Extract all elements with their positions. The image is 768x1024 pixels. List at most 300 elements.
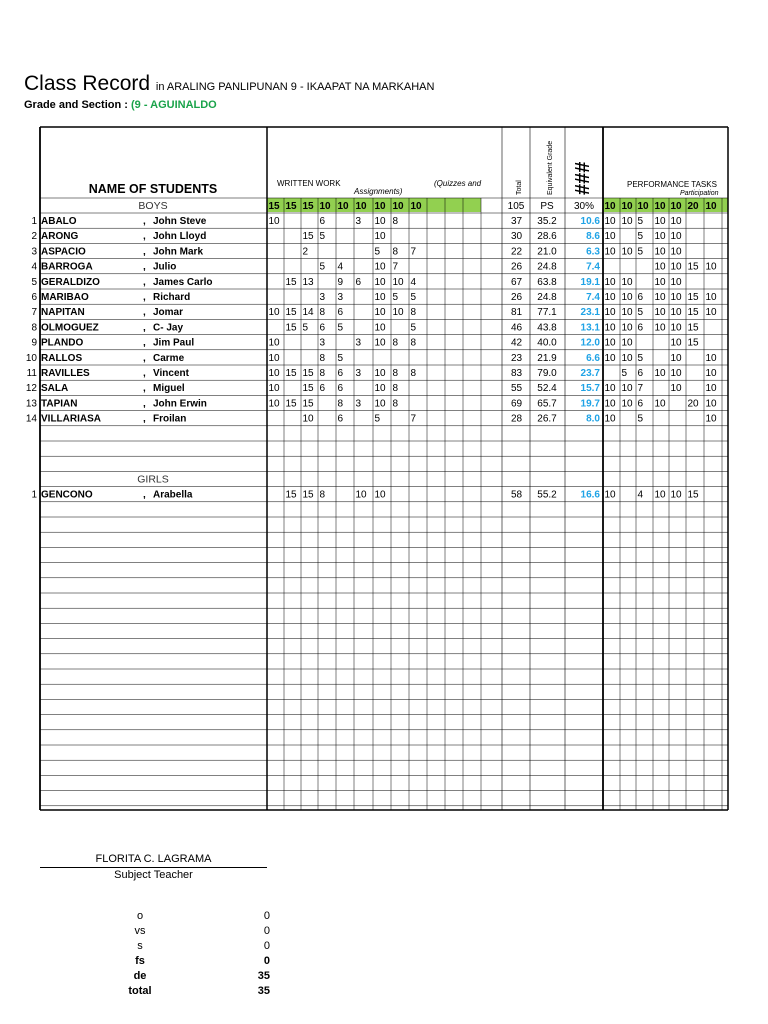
name-comma: , [143, 489, 146, 501]
pt-score: 5 [637, 246, 644, 258]
pt-score: 10 [705, 413, 717, 425]
hps-pt-value: 10 [621, 201, 633, 212]
ww-score: 13 [302, 276, 314, 288]
ww-score: 10 [268, 307, 280, 319]
pt-score: 10 [654, 292, 666, 303]
ww-score: 8 [410, 307, 417, 319]
name-comma: , [143, 368, 146, 379]
ww-score: 10 [374, 398, 386, 410]
summary-row [100, 955, 270, 970]
ww-score: 9 [337, 276, 344, 288]
student-number: 7 [31, 307, 37, 319]
pt-score: 10 [604, 489, 616, 501]
student-number: 2 [31, 231, 37, 243]
hps-pt-value: 10 [670, 201, 682, 212]
pt-score: 10 [604, 246, 616, 258]
student-number: 12 [25, 383, 37, 395]
student-first-name: John Steve [153, 216, 207, 227]
ww-score: 10 [374, 368, 386, 379]
ww-score: 5 [410, 292, 417, 303]
pt-score: 10 [604, 352, 616, 364]
student-last-name: ABALO [41, 216, 77, 227]
student-first-name: John Mark [153, 246, 204, 258]
ww-score: 6 [337, 383, 344, 395]
ww-score: 8 [410, 337, 417, 349]
ww-score: 8 [319, 489, 326, 501]
ws-score: 23.1 [580, 307, 600, 319]
student-last-name: NAPITAN [41, 307, 85, 319]
summary-label: de [133, 970, 147, 982]
name-comma: , [143, 398, 146, 410]
student-number: 4 [31, 261, 37, 273]
pt-score: 10 [604, 398, 616, 410]
student-number: 9 [31, 337, 37, 349]
pt-score: 10 [654, 261, 666, 273]
total-score: 55 [511, 383, 523, 395]
boys-label: BOYS [138, 200, 168, 212]
ww-score: 5 [392, 292, 399, 303]
ww-score: 10 [374, 231, 386, 243]
student-last-name: MARIBAO [41, 292, 89, 303]
student-number: 8 [31, 322, 37, 334]
ws-score: 8.0 [586, 413, 600, 425]
ps-score: 21.0 [537, 246, 557, 258]
ww-score: 10 [268, 337, 280, 349]
pt-score: 10 [621, 398, 633, 410]
ww-score: 7 [392, 261, 399, 273]
pt-score: 10 [670, 489, 682, 501]
ww-score: 15 [302, 368, 314, 379]
pt-score: 5 [637, 307, 644, 319]
pt-score: 10 [621, 322, 633, 334]
pt-score: 10 [621, 276, 633, 288]
summary-row [100, 985, 270, 1000]
student-first-name: James Carlo [153, 276, 213, 288]
summary-row [100, 970, 270, 985]
summary-label: fs [135, 955, 145, 967]
student-last-name: ASPACIO [41, 246, 86, 258]
pt-score: 10 [705, 352, 717, 364]
title-subject: in ARALING PANLIPUNAN 9 - IKAAPAT NA MARKAHAN [155, 81, 435, 93]
summary-row [100, 910, 270, 925]
teacher-name: FLORITA C. LAGRAMA [95, 853, 212, 865]
ww-score: 6 [337, 307, 344, 319]
name-comma: , [143, 231, 146, 243]
hps-ww-value: 10 [392, 201, 404, 212]
hps-pt-value: 10 [604, 201, 616, 212]
ww-score: 2 [302, 246, 309, 258]
ww-score: 15 [302, 383, 314, 395]
hps-ww-value: 15 [268, 201, 280, 212]
quizzes-header: (Quizzes and [434, 179, 482, 188]
ps-score: 55.2 [537, 489, 557, 501]
summary-row [100, 925, 270, 940]
name-comma: , [143, 246, 146, 258]
summary-list [100, 910, 270, 1000]
ww-score: 3 [319, 337, 326, 349]
pt-score: 10 [670, 352, 682, 364]
student-number: 11 [26, 368, 37, 379]
summary-value: 35 [257, 985, 270, 997]
student-last-name: RAVILLES [41, 368, 90, 379]
ps-score: 21.9 [537, 352, 557, 364]
ww-score: 8 [337, 398, 344, 410]
ps-score: 40.0 [537, 337, 557, 349]
student-last-name: BARROGA [41, 261, 93, 273]
ww-score: 15 [285, 489, 297, 501]
pt-score: 10 [621, 352, 633, 364]
pt-score: 10 [670, 246, 682, 258]
pt-score: 10 [670, 383, 682, 395]
hps-ww-value: 15 [302, 201, 314, 212]
student-first-name: John Erwin [153, 398, 207, 410]
ws-score: 19.7 [580, 398, 600, 410]
ww-score: 10 [268, 368, 280, 379]
ww-score: 6 [337, 413, 344, 425]
ww-score: 4 [337, 261, 344, 273]
ww-score: 10 [374, 383, 386, 395]
summary-row [100, 940, 270, 955]
total-score: 26 [511, 292, 523, 303]
pt-score: 10 [604, 307, 616, 319]
ws-score: 7.4 [586, 292, 600, 303]
ww-score: 4 [410, 276, 417, 288]
ww-score: 10 [268, 216, 280, 227]
hps-pt-value: 10 [654, 201, 666, 212]
pt-score: 10 [705, 368, 717, 379]
total-score: 69 [511, 398, 523, 410]
pt-score: 20 [687, 398, 699, 410]
student-last-name: VILLARIASA [41, 413, 101, 425]
ws-score: 15.7 [580, 383, 600, 395]
student-first-name: Julio [153, 261, 177, 273]
total-score: 23 [511, 352, 523, 364]
name-comma: , [143, 337, 146, 349]
ww-score: 5 [337, 322, 344, 334]
ps-score: 28.6 [537, 231, 557, 243]
ps-score: 35.2 [537, 216, 557, 227]
pt-score: 10 [654, 216, 666, 227]
pt-score: 10 [604, 413, 616, 425]
ww-score: 10 [374, 489, 386, 501]
ww-score: 10 [374, 216, 386, 227]
ww-score: 10 [392, 276, 404, 288]
ws-score: 23.7 [580, 368, 600, 379]
name-comma: , [143, 322, 146, 334]
ww-score: 15 [302, 489, 314, 501]
ww-score: 15 [302, 398, 314, 410]
ww-score: 5 [374, 413, 381, 425]
pt-score: 15 [687, 489, 699, 501]
ws-score: 8.6 [586, 231, 600, 243]
ww-score: 8 [319, 307, 326, 319]
pt-score: 5 [621, 368, 628, 379]
hps-ws: 30% [573, 201, 595, 212]
ww-score: 15 [302, 231, 314, 243]
ww-score: 8 [392, 246, 399, 258]
total-score: 22 [511, 246, 523, 258]
summary-value: 0 [263, 910, 270, 922]
pt-score: 10 [670, 292, 682, 303]
pt-score: 10 [604, 383, 616, 395]
ps-score: 52.4 [537, 383, 557, 395]
ww-score: 10 [374, 322, 386, 334]
student-first-name: Vincent [153, 368, 189, 379]
total-score: 83 [511, 368, 523, 379]
ps-score: 43.8 [537, 322, 557, 334]
ww-score: 10 [374, 292, 386, 303]
pt-score: 10 [670, 307, 682, 319]
ww-score: 3 [355, 398, 362, 410]
ww-score: 10 [374, 261, 386, 273]
hps-ps: PS [540, 201, 554, 212]
student-number: 14 [25, 413, 37, 425]
pt-score: 5 [637, 216, 644, 227]
pt-score: 10 [705, 261, 717, 273]
pt-score: 10 [705, 383, 717, 395]
pt-score: 10 [705, 292, 717, 303]
total-score: 42 [511, 337, 523, 349]
ww-score: 10 [268, 352, 280, 364]
ww-score: 3 [337, 292, 344, 303]
name-comma: , [143, 216, 146, 227]
ww-score: 8 [392, 383, 399, 395]
pt-score: 10 [604, 292, 616, 303]
ww-score: 10 [392, 307, 404, 319]
ww-score: 5 [374, 246, 381, 258]
hps-ww-value: 15 [285, 201, 297, 212]
pt-score: 10 [621, 292, 633, 303]
pt-score: 10 [604, 322, 616, 334]
name-comma: , [143, 383, 146, 395]
ww-score: 8 [410, 368, 417, 379]
ww-score: 15 [285, 307, 297, 319]
pt-score: 10 [654, 368, 666, 379]
hps-ww-value: 10 [337, 201, 349, 212]
ws-score: 19.1 [580, 276, 600, 288]
assignments-header: Assignments) [354, 187, 403, 196]
pt-score: 10 [621, 246, 633, 258]
pt-score: 6 [637, 398, 644, 410]
student-last-name: OLMOGUEZ [41, 322, 99, 334]
total-score: 46 [511, 322, 523, 334]
hps-ww-value: 10 [410, 201, 422, 212]
ww-score: 15 [285, 322, 297, 334]
pt-score: 10 [654, 307, 666, 319]
ws-score: 6.6 [586, 352, 600, 364]
pt-score: 10 [670, 337, 682, 349]
ww-score: 6 [355, 276, 362, 288]
student-first-name: C- Jay [153, 322, 184, 334]
ww-score: 5 [410, 322, 417, 334]
ps-score: 24.8 [537, 261, 557, 273]
student-last-name: GERALDIZO [41, 276, 100, 288]
pt-score: 10 [670, 322, 682, 334]
student-last-name: GENCONO [41, 489, 93, 501]
total-score: 37 [511, 216, 523, 227]
ws-score: 16.6 [580, 489, 600, 501]
summary-label: o [136, 910, 144, 922]
pt-score: 10 [654, 276, 666, 288]
student-first-name: Jim Paul [153, 337, 195, 349]
ww-score: 7 [410, 413, 417, 425]
ww-score: 3 [355, 368, 362, 379]
name-comma: , [143, 292, 146, 303]
pt-score: 5 [637, 231, 644, 243]
pt-score: 10 [621, 216, 633, 227]
ps-score: 26.7 [537, 413, 557, 425]
ps-score: 79.0 [537, 368, 557, 379]
grade-label: Grade and Section : [24, 99, 131, 111]
student-number: 10 [25, 352, 37, 364]
pt-score: 10 [654, 322, 666, 334]
name-comma: , [143, 307, 146, 319]
pt-score: 15 [687, 307, 699, 319]
hps-total: 105 [507, 201, 525, 212]
ww-score: 5 [337, 352, 344, 364]
hps-pt-value: 10 [637, 201, 649, 212]
summary-value: 0 [263, 955, 270, 967]
pt-score: 15 [687, 261, 699, 273]
pt-score: 6 [637, 292, 644, 303]
summary-value: 35 [257, 970, 270, 982]
ww-score: 10 [374, 307, 386, 319]
student-number: 6 [31, 292, 37, 303]
ws-score: 6.3 [586, 246, 600, 258]
grade-value: 9 - AGUINALDO [134, 99, 217, 111]
pt-score: 10 [604, 216, 616, 227]
ww-header: WRITTEN WORK [277, 179, 341, 188]
ww-score: 8 [392, 337, 399, 349]
pt-score: 10 [670, 276, 682, 288]
ws-score: 13.1 [580, 322, 600, 334]
student-number: 3 [31, 246, 37, 258]
pt-score: 10 [670, 231, 682, 243]
name-comma: , [143, 276, 146, 288]
ww-score: 10 [302, 413, 314, 425]
ww-score: 10 [374, 276, 386, 288]
student-last-name: RALLOS [41, 352, 83, 364]
ww-score: 6 [319, 322, 326, 334]
ww-score: 15 [285, 276, 297, 288]
ww-score: 10 [268, 383, 280, 395]
student-first-name: Miguel [153, 383, 185, 395]
title-text: Class Record [24, 72, 151, 95]
hps-pt-value: 10 [705, 201, 717, 212]
pt-score: 10 [604, 337, 616, 349]
ww-score: 5 [302, 322, 309, 334]
grade-paren: ( [130, 99, 135, 111]
student-number: 1 [31, 216, 37, 227]
student-last-name: TAPIAN [41, 398, 78, 410]
ps-score: 65.7 [537, 398, 557, 410]
pt-score: 10 [654, 398, 666, 410]
pt-score: 6 [637, 368, 644, 379]
name-comma: , [143, 352, 146, 364]
student-last-name: PLANDO [41, 337, 84, 349]
participation-header: Participation [680, 190, 719, 197]
teacher-role: Subject Teacher [114, 869, 193, 881]
pt-score: 10 [604, 276, 616, 288]
pt-score: 10 [654, 231, 666, 243]
student-first-name: Froilan [153, 413, 187, 425]
student-first-name: Carme [153, 352, 185, 364]
ww-score: 6 [319, 383, 326, 395]
pt-score: 10 [670, 368, 682, 379]
student-first-name: Arabella [153, 489, 193, 501]
ww-score: 8 [392, 398, 399, 410]
signature-block [40, 853, 267, 881]
ww-score: 7 [410, 246, 417, 258]
summary-value: 0 [263, 940, 270, 952]
ww-score: 5 [319, 231, 326, 243]
ww-score: 10 [355, 489, 367, 501]
pt-score: 5 [637, 352, 644, 364]
pt-score: 6 [637, 322, 644, 334]
ww-score: 8 [392, 368, 399, 379]
student-last-name: ARONG [41, 231, 79, 243]
pt-score: 15 [687, 337, 699, 349]
pt-score: 10 [604, 231, 616, 243]
hps-ww-value: 10 [355, 201, 367, 212]
summary-label: total [128, 985, 152, 997]
pt-header: PERFORMANCE TASKS [627, 180, 717, 189]
total-score: 28 [511, 413, 523, 425]
ww-score: 15 [285, 398, 297, 410]
total-header: Total [516, 180, 523, 195]
ww-score: 6 [319, 216, 326, 227]
total-score: 81 [511, 307, 523, 319]
ps-score: 24.8 [537, 292, 557, 303]
pt-score: 10 [670, 261, 682, 273]
total-score: 30 [511, 231, 523, 243]
pt-score: 10 [705, 398, 717, 410]
student-last-name: SALA [41, 383, 69, 395]
pt-score: 15 [687, 322, 699, 334]
ww-score: 8 [319, 352, 326, 364]
pt-score: 7 [637, 383, 644, 395]
girls-label: GIRLS [137, 473, 169, 486]
ww-score: 10 [268, 398, 280, 410]
ww-score: 8 [319, 368, 326, 379]
ww-score: 8 [392, 216, 399, 227]
pt-score: 10 [621, 307, 633, 319]
ww-score: 3 [355, 216, 362, 227]
hps-pt-value: 20 [687, 201, 699, 212]
pt-score: 10 [670, 216, 682, 227]
student-number: 1 [31, 489, 37, 501]
pt-score: 10 [654, 489, 666, 501]
ww-score: 15 [285, 368, 297, 379]
ws-score: 12.0 [580, 337, 600, 349]
ww-score: 10 [374, 337, 386, 349]
signature-line [40, 867, 267, 868]
ww-score: 14 [302, 307, 314, 319]
hps-ww-value: 10 [319, 201, 331, 212]
ww-score: 6 [337, 368, 344, 379]
student-first-name: Jomar [153, 307, 184, 319]
student-number: 5 [31, 276, 37, 288]
pt-score: 10 [621, 337, 633, 349]
pt-score: 10 [621, 383, 633, 395]
student-first-name: John Lloyd [153, 231, 207, 243]
name-header: NAME OF STUDENTS [88, 182, 218, 196]
pt-score: 4 [637, 489, 644, 501]
equiv-header: Equivalent Grade [547, 140, 554, 195]
ww-score: 3 [319, 292, 326, 303]
ps-score: 63.8 [537, 276, 557, 288]
total-score: 67 [511, 276, 523, 288]
